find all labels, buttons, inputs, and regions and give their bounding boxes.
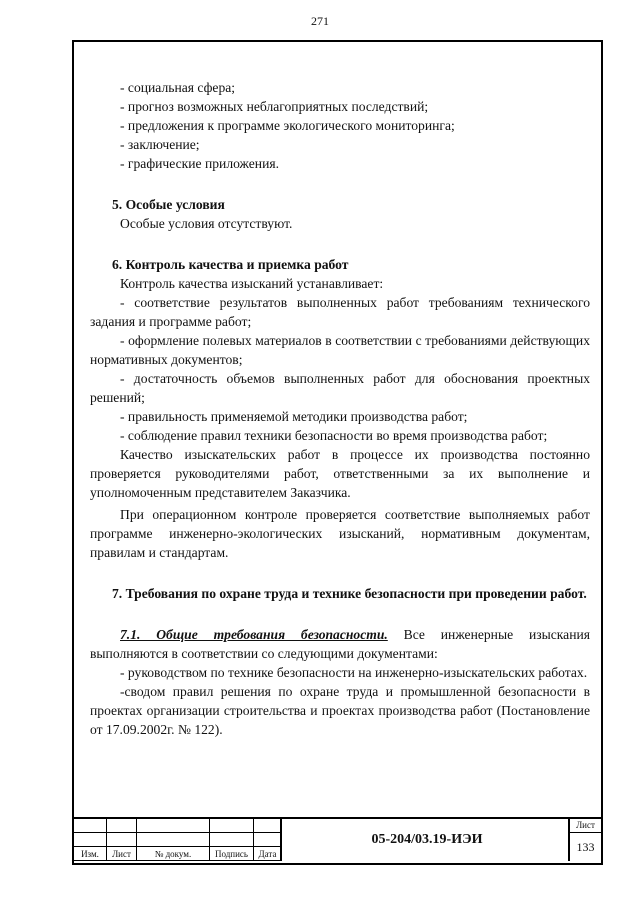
- sheet-label: Лист: [570, 819, 601, 833]
- section-5-text: Особые условия отсутствуют.: [120, 216, 293, 231]
- section-6-heading: 6. Контроль качества и приемка работ: [112, 257, 349, 272]
- section-5-heading: 5. Особые условия: [112, 197, 225, 212]
- document-code: 05-204/03.19-ИЭИ: [280, 819, 572, 861]
- section-6-item: - достаточность объемов выполненных работ для обоснования проектных решений;: [90, 371, 590, 405]
- section-6-item: - оформление полевых материалов в соответствии с требованиями действующих нормативных документов;: [90, 333, 590, 367]
- section-7-item: - руководством по технике безопасности на инженерно-изыскательских работах.: [120, 665, 588, 680]
- section-7-heading: 7. Требования по охране труда и технике безопасности при проведении работ.: [112, 586, 587, 601]
- section-7-1-title: 7.1. Общие требования безопасности.: [120, 627, 388, 642]
- list-item: - прогноз возможных неблагоприятных последствий;: [120, 99, 429, 114]
- section-6-paragraph: При операционном контроле проверяется соответствие выполняемых работ программе инженерно-экологических изысканий, нормативным документам, правилам и стандартам.: [90, 507, 590, 560]
- list-item: - графические приложения.: [120, 156, 280, 171]
- sheet-number: 133: [576, 840, 595, 854]
- section-6-item: - соответствие результатов выполненных работ требованиям технического задания и программе работ;: [90, 295, 590, 329]
- title-block: [74, 817, 601, 863]
- header-date: Дата: [254, 847, 282, 861]
- list-item: - заключение;: [120, 137, 200, 152]
- section-7-item: -сводом правил решения по охране труда и промышленной безопасности в проектах организации строительства и проектах производства работ (Постановление от 17.09.2002г. № 122).: [90, 684, 590, 737]
- section-6-item: - соблюдение правил техники безопасности во время производства работ;: [120, 428, 548, 443]
- list-item: - социальная сфера;: [120, 80, 236, 95]
- section-7-1-paragraph: [90, 625, 590, 663]
- sheet-box: [568, 819, 601, 861]
- section-6-item: - правильность применяемой методики производства работ;: [120, 409, 468, 424]
- section-7-1-text: Все инженерные изыскания выполняются в соответствии со следующими документами:: [90, 627, 590, 661]
- section-6-paragraph: Качество изыскательских работ в процессе их производства постоянно проверяется руководителями работ, ответственными за их выполнение и уполномоченным представителем Заказчика.: [90, 447, 590, 500]
- header-list: Лист: [107, 847, 137, 861]
- section-6-intro: Контроль качества изысканий устанавливает:: [120, 276, 384, 291]
- page-number: 271: [311, 14, 329, 28]
- header-signature: Подпись: [210, 847, 254, 861]
- document-frame: [72, 40, 603, 865]
- title-block-grid: [74, 819, 282, 861]
- header-izm: Изм.: [74, 847, 107, 861]
- document-body: [90, 78, 590, 739]
- list-item: - предложения к программе экологического мониторинга;: [120, 118, 455, 133]
- header-doc: № докум.: [137, 847, 210, 861]
